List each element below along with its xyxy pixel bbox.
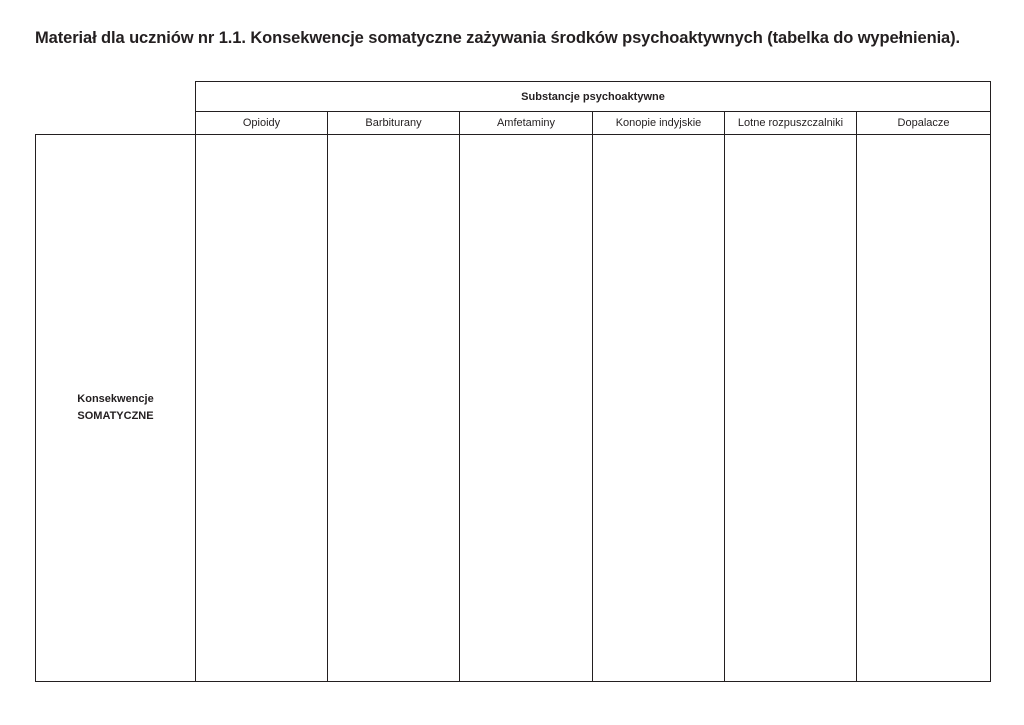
answer-cell-opioidy[interactable] <box>196 135 328 682</box>
column-header-lotne-rozpuszczalniki: Lotne rozpuszczalniki <box>725 112 857 135</box>
column-header-amfetaminy: Amfetaminy <box>460 112 593 135</box>
answer-cell-lotne-rozpuszczalniki[interactable] <box>725 135 857 682</box>
answer-cell-konopie-indyjskie[interactable] <box>593 135 725 682</box>
worksheet-table <box>35 81 991 682</box>
column-header-konopie-indyjskie: Konopie indyjskie <box>593 112 725 135</box>
worksheet-table-container <box>35 81 990 682</box>
answer-cell-amfetaminy[interactable] <box>460 135 593 682</box>
answer-cell-dopalacze[interactable] <box>857 135 991 682</box>
column-header-barbiturany: Barbiturany <box>328 112 460 135</box>
page-title: Materiał dla uczniów nr 1.1. Konsekwencje somatyczne zażywania środków psychoaktywnych (tabelka do wypełnienia). <box>35 29 961 47</box>
row-header-line-2: SOMATYCZNE <box>77 410 154 422</box>
answer-cell-barbiturany[interactable] <box>328 135 460 682</box>
column-header-opioidy: Opioidy <box>196 112 328 135</box>
row-header-somatic-consequences <box>36 135 196 682</box>
group-header-substances: Substancje psychoaktywne <box>196 82 991 112</box>
column-header-dopalacze: Dopalacze <box>857 112 991 135</box>
row-header-line-1: Konsekwencje <box>77 393 154 405</box>
empty-corner-cell <box>36 82 196 135</box>
